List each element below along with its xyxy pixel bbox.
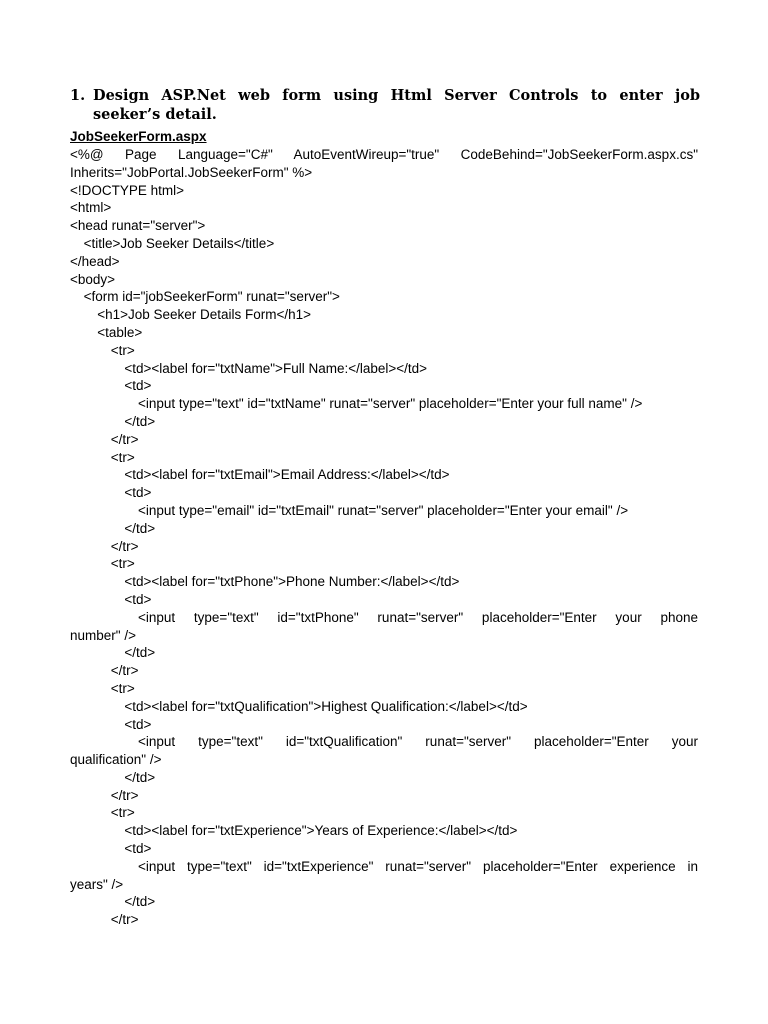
code-line: <form id="jobSeekerForm" runat="server">	[83, 289, 340, 305]
code-line: <tr>	[110, 805, 135, 821]
code-line: <td><label for="txtExperience">Years of Experience:</label></td>	[124, 823, 518, 839]
code-line: <body>	[70, 271, 116, 287]
code-line: <input type="text" id="txtName" runat="server" placeholder="Enter your full name" />	[138, 396, 643, 412]
code-line: <td>	[124, 485, 152, 501]
code-line: <td>	[124, 591, 152, 607]
code-line: </tr>	[110, 431, 139, 447]
code-line: <td><label for="txtQualification">Highest Qualification:</label></td>	[124, 698, 528, 714]
code-line: <h1>Job Seeker Details Form</h1>	[97, 307, 312, 323]
code-line: <%@ Page Language="C#" AutoEventWireup="true" CodeBehind="JobSeekerForm.aspx.cs"	[70, 147, 698, 162]
question-text: Design ASP.Net web form using Html Server Controls to enter job seeker’s detail.	[93, 87, 700, 123]
code-line: </tr>	[110, 663, 139, 679]
code-line: <head runat="server">	[70, 218, 206, 234]
code-line: <td><label for="txtEmail">Email Address:</label></td>	[124, 467, 450, 483]
code-line: <input type="text" id="txtExperience" runat="server" placeholder="Enter experience in	[138, 858, 698, 874]
question-heading	[70, 86, 700, 124]
code-line: Inherits="JobPortal.JobSeekerForm" %>	[70, 164, 313, 180]
code-line: </td>	[124, 769, 156, 785]
question-number: 1.	[70, 87, 86, 104]
code-line: </td>	[124, 645, 156, 661]
code-line: <!DOCTYPE html>	[70, 182, 185, 198]
code-line: years" />	[70, 876, 124, 892]
code-line: </head>	[70, 253, 120, 269]
code-line: <td>	[124, 841, 152, 857]
code-line: <input type="text" id="txtQualification" runat="server" placeholder="Enter your	[138, 734, 698, 750]
code-line: <input type="email" id="txtEmail" runat="server" placeholder="Enter your email" />	[138, 502, 629, 518]
code-line: <tr>	[110, 556, 135, 572]
code-line: <table>	[97, 324, 143, 340]
file-title: JobSeekerForm.aspx	[70, 129, 207, 144]
code-line: <td>	[124, 716, 152, 732]
code-line: </tr>	[110, 912, 139, 928]
code-line: qualification" />	[70, 752, 162, 768]
code-line: </td>	[124, 894, 156, 910]
code-line: </td>	[124, 520, 156, 536]
code-listing	[70, 146, 698, 929]
code-line: number" />	[70, 627, 136, 643]
code-line: </tr>	[110, 538, 139, 554]
code-line: <html>	[70, 200, 112, 216]
code-line: <input type="text" id="txtPhone" runat="server" placeholder="Enter your phone	[138, 609, 698, 625]
code-line: <title>Job Seeker Details</title>	[83, 235, 275, 251]
code-line: <tr>	[110, 342, 135, 358]
code-line: </td>	[124, 413, 156, 429]
code-line: <tr>	[110, 680, 135, 696]
code-line: <td><label for="txtPhone">Phone Number:</label></td>	[124, 574, 460, 590]
code-line: </tr>	[110, 787, 139, 803]
code-line: <td>	[124, 378, 152, 394]
code-line: <td><label for="txtName">Full Name:</label></td>	[124, 360, 428, 376]
code-line: <tr>	[110, 449, 135, 465]
